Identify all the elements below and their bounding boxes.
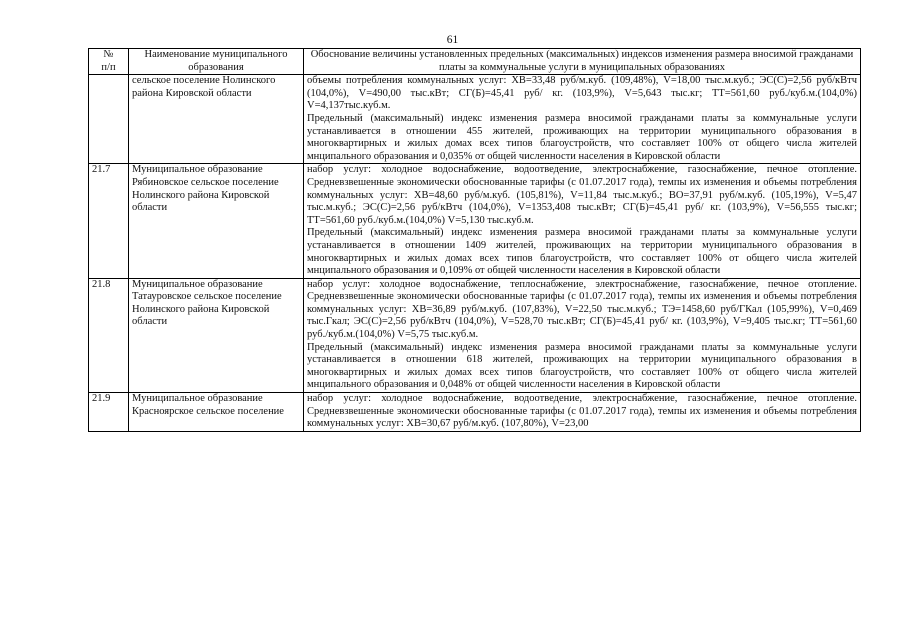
tariff-paragraph: набор услуг: холодное водоснабжение, водоотведение, электроснабжение, газоснабжение, печное отопление. Средневзвешенные экономически обоснованные тарифы (с 01.07.2017 года), темпы их изменения и объемы потребления коммунальных услуг: ХВ=30,67 руб/м.куб. (107,80%), V=23,00 <box>307 393 857 430</box>
header-municipality: Наименование муниципального образования <box>129 49 304 75</box>
index-paragraph: Предельный (максимальный) индекс изменения размера вносимой гражданами платы за коммунальные услуги устанавливается в отношении 1409 жителей, проживающих на территории муниципального образования в многоквартирных и жилых домах всех типов благоустройств, что составляет 100% от общего числа жителей мнципального образования и 0,109% от общей численности населения в Кировской области <box>307 227 857 277</box>
justification-cell <box>304 393 861 432</box>
tariff-paragraph: набор услуг: холодное водоснабжение, теплоснабжение, электроснабжение, газоснабжение, печное отопление. Средневзвешенные экономически обоснованные тарифы (с 01.07.2017 года), темпы их изменения и объемы потребления коммунальных услуг: ХВ=36,89 руб/м.куб. (107,83%), V=22,50 тыс.м.куб.; ТЭ=1458,60 руб/ГКал (105,99%), V=0,469 тыс.Гкал; ЭС(С)=2,56 руб/кВтч (104,0%), V=528,70 тыс.кВт; СГ(Б)=45,41 руб/ кг. (103,9%), V=9,405 тыс.кг; ТТ=561,60 руб./куб.м.(104,0%) V=5,75 тыс.куб.м. <box>307 278 857 341</box>
row-number: 21.9 <box>89 393 129 432</box>
page-number: 61 <box>446 34 459 46</box>
tariff-paragraph: объемы потребления коммунальных услуг: ХВ=33,48 руб/м.куб. (109,48%), V=18,00 тыс.м.куб.; ЭС(С)=2,56 руб/кВтч (104,0%), V=490,00 тыс.кВт; СГ(Б)=45,41 руб/ кг. (103,9%), V=5,643 тыс.кг; ТТ=561,60 руб./куб.м.(104,0%) V=4,137тыс.куб.м. <box>307 75 857 112</box>
table-header-row <box>89 49 861 75</box>
header-justification: Обоснование величины установленных предельных (максимальных) индексов изменения размера вносимой гражданами платы за коммунальные услуги в муниципальных образованиях <box>304 49 861 75</box>
justification-cell <box>304 75 861 164</box>
row-number <box>89 75 129 164</box>
tariff-paragraph: набор услуг: холодное водоснабжение, водоотведение, электроснабжение, газоснабжение, печное отопление. Средневзвешенные экономически обоснованные тарифы (с 01.07.2017 года), темпы их изменения и объемы потребления коммунальных услуг: ХВ=48,60 руб/м.куб. (105,81%), V=11,84 тыс.м.куб.; ВО=37,91 руб/м.куб. (105,19%), V=5,47 тыс.м.куб.; ЭС(С)=2,56 руб/кВтч (104,0%), V=1353,408 тыс.кВт; СГ(Б)=45,41 руб/ кг. (103,9%), V=56,555 тыс.кг; ТТ=561,60 руб./куб.м.(104,0%) V=5,130 тыс.куб.м. <box>307 164 857 226</box>
municipality-name: Муниципальное образование Красноярское сельское поселение <box>129 393 304 432</box>
table-row <box>89 75 861 164</box>
municipality-name: Муниципальное образование Татауровское сельское поселение Нолинского района Кировской области <box>129 278 304 392</box>
row-number: 21.7 <box>89 164 129 278</box>
municipality-name: Муниципальное образование Рябиновское сельское поселение Нолинского района Кировской области <box>129 164 304 278</box>
index-paragraph: Предельный (максимальный) индекс изменения размера вносимой гражданами платы за коммунальные услуги устанавливается в отношении 455 жителей, проживающих на территории муниципального образования в многоквартирных и жилых домах всех типов благоустройств, что составляет 100% от общего числа жителей мнципального образования и 0,035% от общей численности населения в Кировской области <box>307 112 857 162</box>
row-number: 21.8 <box>89 278 129 392</box>
header-number: № п/п <box>89 49 129 75</box>
table-row <box>89 393 861 432</box>
justification-cell <box>304 278 861 392</box>
table-row <box>89 278 861 392</box>
justification-cell <box>304 164 861 278</box>
index-paragraph: Предельный (максимальный) индекс изменения размера вносимой гражданами платы за коммунальные услуги устанавливается в отношении 618 жителей, проживающих на территории муниципального образования в многоквартирных и жилых домах всех типов благоустройств, что составляет 100% от общего числа жителей мнципального образования и 0,048% от общей численности населения в Кировской области <box>307 341 857 391</box>
table-row <box>89 164 861 278</box>
municipality-name: сельское поселение Нолинского района Кировской области <box>129 75 304 164</box>
tariff-table <box>88 48 861 432</box>
